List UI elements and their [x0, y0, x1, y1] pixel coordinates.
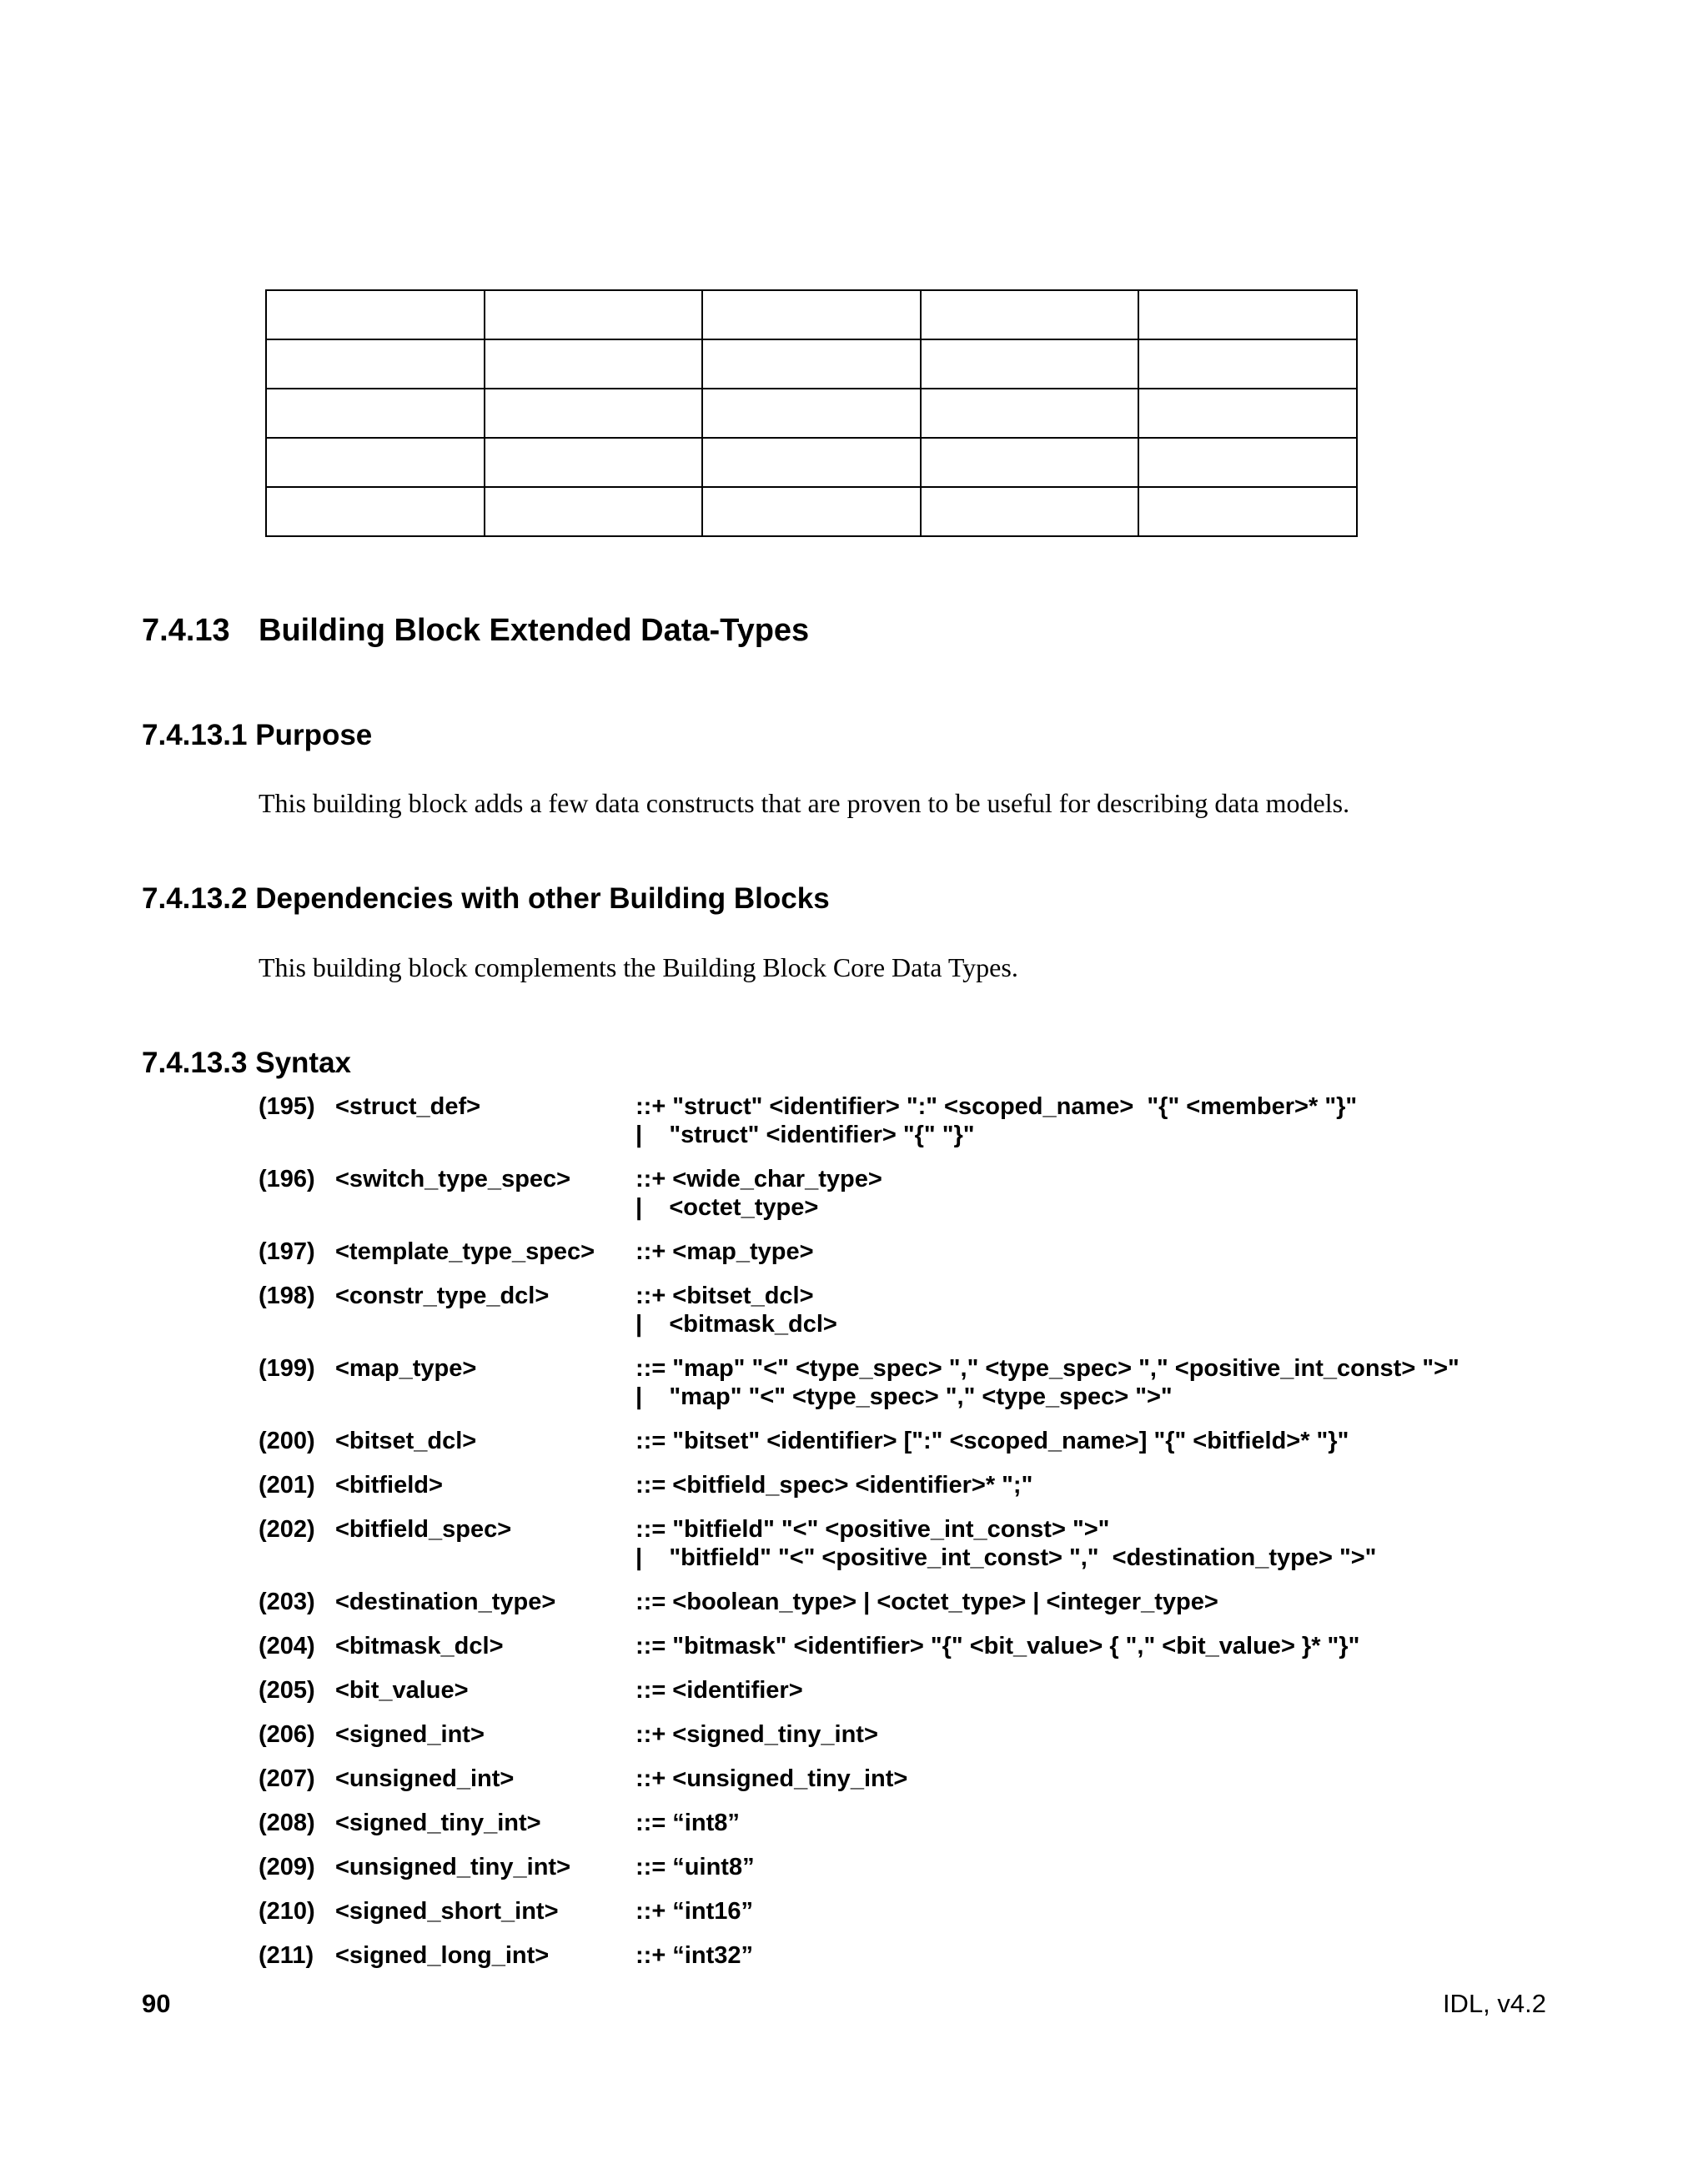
rule-definition [635, 1092, 1510, 1149]
rule-alternative: ::+ <map_type> [635, 1238, 814, 1265]
grammar-rule [259, 1471, 1510, 1499]
rule-alternative: ::= "bitmask" <identifier> "{" <bit_value> { "," <bit_value> }* "}" [635, 1633, 1360, 1659]
rule-alternative: ::+ “int16” [635, 1898, 753, 1925]
rule-name: <bitmask_dcl> [335, 1633, 504, 1659]
grammar-rule [259, 1765, 1510, 1793]
grammar-rule [259, 1897, 1510, 1926]
rule-alternative: ::+ <signed_tiny_int> [635, 1721, 878, 1748]
rule-number: (205) [259, 1677, 315, 1704]
rule-definition [635, 1427, 1510, 1455]
rule-alternative: ::= <boolean_type> | <octet_type> | <integer_type> [635, 1589, 1218, 1615]
rule-definition [635, 1941, 1510, 1970]
rule-alternative: ::+ <unsigned_tiny_int> [635, 1765, 908, 1792]
rule-alternative: ::+ “int32” [635, 1942, 753, 1969]
rule-definition [635, 1588, 1510, 1616]
rule-definition [635, 1720, 1510, 1749]
table-row [266, 438, 1357, 487]
grammar-rule [259, 1515, 1510, 1572]
rule-alternative: | "struct" <identifier> "{" "}" [635, 1122, 975, 1148]
rule-number: (197) [259, 1238, 315, 1265]
rule-definition [635, 1354, 1510, 1411]
rule-alternative: ::= "bitset" <identifier> [":" <scoped_name>] "{" <bitfield>* "}" [635, 1428, 1349, 1454]
grammar-rule [259, 1941, 1510, 1970]
table-row [266, 389, 1357, 438]
rule-alternative: ::+ <bitset_dcl> [635, 1283, 814, 1309]
syntax-heading: 7.4.13.3 Syntax [142, 1047, 351, 1079]
grammar-rule [259, 1427, 1510, 1455]
rule-number: (200) [259, 1428, 315, 1454]
rule-alternative: | <octet_type> [635, 1194, 819, 1221]
rule-number: (203) [259, 1589, 315, 1615]
rule-definition [635, 1515, 1510, 1572]
dependencies-heading: 7.4.13.2 Dependencies with other Building Blocks [142, 882, 830, 915]
rule-number: (208) [259, 1810, 315, 1836]
rule-number: (198) [259, 1283, 315, 1309]
rule-alternative: ::= “uint8” [635, 1854, 755, 1880]
rule-alternative: ::= “int8” [635, 1810, 740, 1836]
rule-definition [635, 1238, 1510, 1266]
rule-number: (211) [259, 1942, 314, 1969]
rule-definition [635, 1897, 1510, 1926]
rule-alternative: | <bitmask_dcl> [635, 1311, 837, 1338]
rule-name: <bit_value> [335, 1677, 469, 1704]
rule-number: (206) [259, 1721, 315, 1748]
rule-name: <struct_def> [335, 1093, 481, 1120]
rule-alternative: ::= <bitfield_spec> <identifier>* ";" [635, 1472, 1033, 1499]
rule-number: (209) [259, 1854, 315, 1880]
page-number: 90 [142, 1989, 171, 2018]
grammar-rule [259, 1282, 1510, 1338]
rule-name: <template_type_spec> [335, 1238, 595, 1265]
table-row [266, 339, 1357, 389]
rule-definition [635, 1632, 1510, 1660]
rule-definition [635, 1165, 1510, 1222]
rule-name: <bitfield_spec> [335, 1516, 512, 1543]
grammar-rules [259, 1092, 1510, 1986]
rule-alternative: | "map" "<" <type_spec> "," <type_spec> ">" [635, 1383, 1173, 1410]
rule-number: (196) [259, 1166, 315, 1192]
section-title: Building Block Extended Data-Types [259, 613, 810, 648]
purpose-heading: 7.4.13.1 Purpose [142, 719, 373, 751]
table-row [266, 487, 1357, 536]
rule-name: <switch_type_spec> [335, 1166, 571, 1192]
dependencies-text: This building block complements the Building Block Core Data Types. [259, 952, 1018, 982]
rule-alternative: ::+ "struct" <identifier> ":" <scoped_name> "{" <member>* "}" [635, 1093, 1358, 1120]
section-number: 7.4.13 [142, 613, 230, 648]
rule-name: <constr_type_dcl> [335, 1283, 550, 1309]
rule-definition [635, 1282, 1510, 1338]
rule-definition [635, 1765, 1510, 1793]
rule-name: <signed_short_int> [335, 1898, 559, 1925]
rule-number: (204) [259, 1633, 315, 1659]
rule-number: (199) [259, 1355, 315, 1382]
rule-alternative: ::= "bitfield" "<" <positive_int_const> ">" [635, 1516, 1110, 1543]
rule-name: <bitset_dcl> [335, 1428, 477, 1454]
grammar-rule [259, 1632, 1510, 1660]
rule-name: <map_type> [335, 1355, 477, 1382]
empty-table [265, 289, 1358, 537]
rule-number: (202) [259, 1516, 315, 1543]
rule-number: (195) [259, 1093, 315, 1120]
rule-name: <signed_int> [335, 1721, 485, 1748]
doc-version: IDL, v4.2 [1442, 1989, 1546, 2018]
grammar-rule [259, 1354, 1510, 1411]
rule-number: (207) [259, 1765, 315, 1792]
rule-alternative: ::= "map" "<" <type_spec> "," <type_spec> "," <positive_int_const> ">" [635, 1355, 1459, 1382]
rule-name: <signed_tiny_int> [335, 1810, 541, 1836]
rule-definition [635, 1853, 1510, 1881]
rule-name: <signed_long_int> [335, 1942, 550, 1969]
rule-name: <unsigned_tiny_int> [335, 1854, 570, 1880]
table-row [266, 290, 1357, 339]
rule-alternative: ::+ <wide_char_type> [635, 1166, 882, 1192]
grammar-rule [259, 1092, 1510, 1149]
rule-definition [635, 1676, 1510, 1705]
grammar-rule [259, 1588, 1510, 1616]
rule-number: (210) [259, 1898, 315, 1925]
grammar-rule [259, 1165, 1510, 1222]
rule-number: (201) [259, 1472, 315, 1499]
section-heading [142, 613, 809, 649]
rule-name: <bitfield> [335, 1472, 443, 1499]
grammar-rule [259, 1238, 1510, 1266]
rule-alternative: ::= <identifier> [635, 1677, 803, 1704]
grammar-rule [259, 1809, 1510, 1837]
grammar-rule [259, 1853, 1510, 1881]
rule-definition [635, 1471, 1510, 1499]
grammar-rule [259, 1720, 1510, 1749]
grammar-rule [259, 1676, 1510, 1705]
rule-name: <destination_type> [335, 1589, 556, 1615]
rule-alternative: | "bitfield" "<" <positive_int_const> "," <destination_type> ">" [635, 1544, 1377, 1571]
rule-definition [635, 1809, 1510, 1837]
rule-name: <unsigned_int> [335, 1765, 515, 1792]
purpose-text: This building block adds a few data constructs that are proven to be useful for describing data models. [259, 788, 1350, 818]
